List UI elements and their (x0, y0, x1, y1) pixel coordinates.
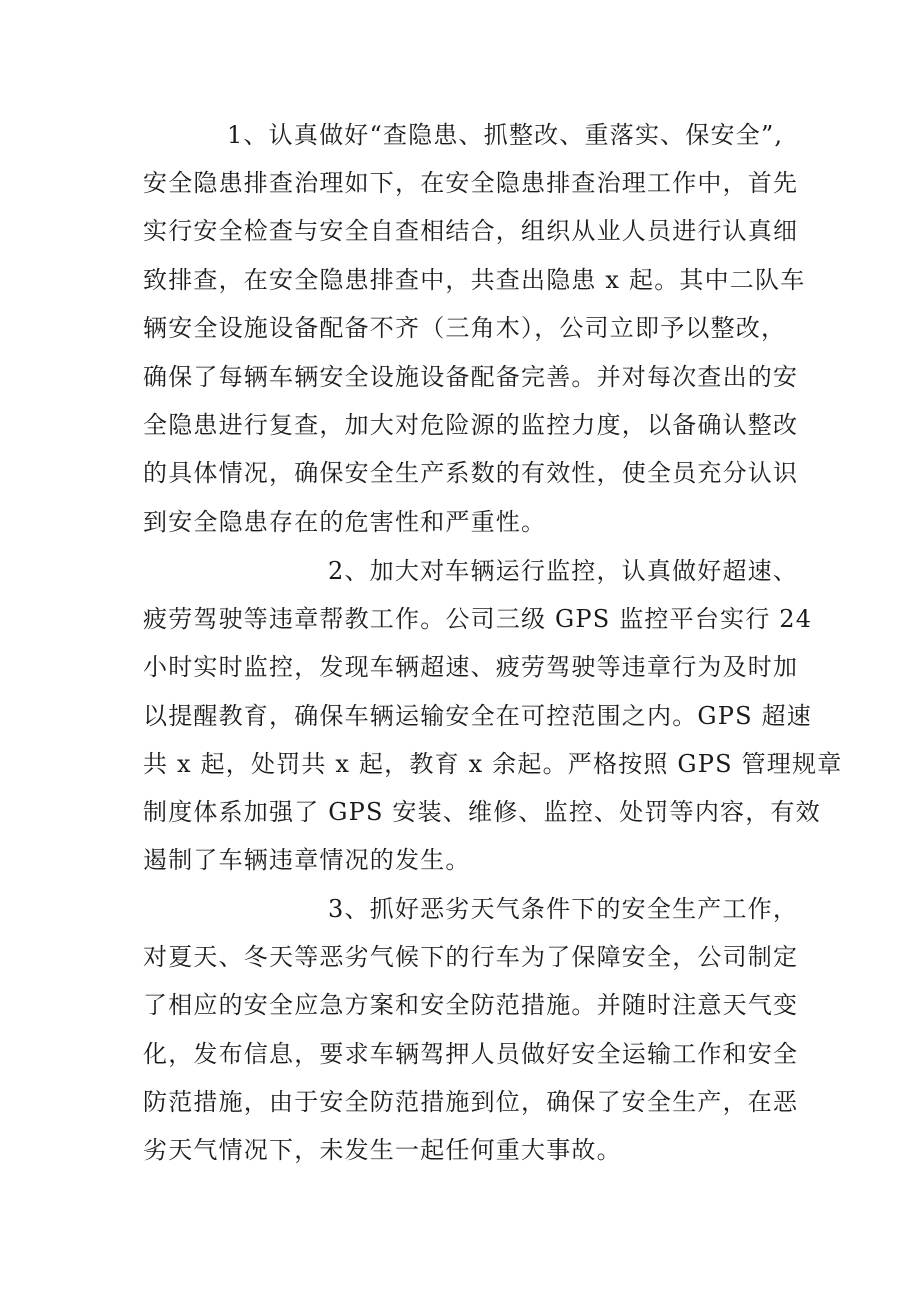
paragraph-line: 防范措施，由于安全防范措施到位，确保了安全生产，在恶 (143, 1088, 799, 1116)
paragraph-line: 到安全隐患存在的危害性和严重性。 (143, 508, 547, 536)
paragraph-line: 致排查，在安全隐患排查中，共查出隐患 x 起。其中二队车 (143, 266, 806, 294)
paragraph-line: 安全隐患排查治理如下，在安全隐患排查治理工作中，首先 (143, 169, 799, 197)
paragraph-line: 2、加大对车辆运行监控，认真做好超速、 (328, 557, 799, 585)
paragraph-line: 确保了每辆车辆安全设施设备配备完善。并对每次查出的安 (143, 363, 799, 391)
paragraph-line: 小时实时监控，发现车辆超速、疲劳驾驶等违章行为及时加 (143, 653, 799, 681)
paragraph-line: 对夏天、冬天等恶劣气候下的行车为了保障安全，公司制定 (143, 943, 799, 971)
paragraph-line: 的具体情况，确保安全生产系数的有效性，使全员充分认识 (143, 459, 799, 487)
paragraph-line: 劣天气情况下，未发生一起任何重大事故。 (143, 1136, 622, 1164)
paragraph-line: 了相应的安全应急方案和安全防范措施。并随时注意天气变 (143, 991, 799, 1019)
paragraph-line: 疲劳驾驶等违章帮教工作。公司三级 GPS 监控平台实行 24 (143, 605, 813, 633)
paragraph-line: 1、认真做好“查隐患、抓整改、重落实、保安全”, (227, 121, 784, 149)
paragraph-line: 化，发布信息，要求车辆驾押人员做好安全运输工作和安全 (143, 1040, 799, 1068)
paragraph-line: 遏制了车辆违章情况的发生。 (143, 846, 471, 874)
paragraph-line: 实行安全检查与安全自查相结合，组织从业人员进行认真细 (143, 217, 799, 245)
paragraph-line: 制度体系加强了 GPS 安装、维修、监控、处罚等内容，有效 (143, 798, 821, 826)
paragraph-line: 3、抓好恶劣天气条件下的安全生产工作， (328, 895, 799, 923)
paragraph-line: 全隐患进行复查，加大对危险源的监控力度，以备确认整改 (143, 411, 799, 439)
paragraph-line: 以提醒教育，确保车辆运输安全在可控范围之内。GPS 超速 (143, 702, 812, 730)
paragraph-line: 共 x 起，处罚共 x 起，教育 x 余起。严格按照 GPS 管理规章 (143, 750, 843, 778)
paragraph-line: 辆安全设施设备配备不齐（三角木），公司立即予以整改， (143, 314, 787, 342)
